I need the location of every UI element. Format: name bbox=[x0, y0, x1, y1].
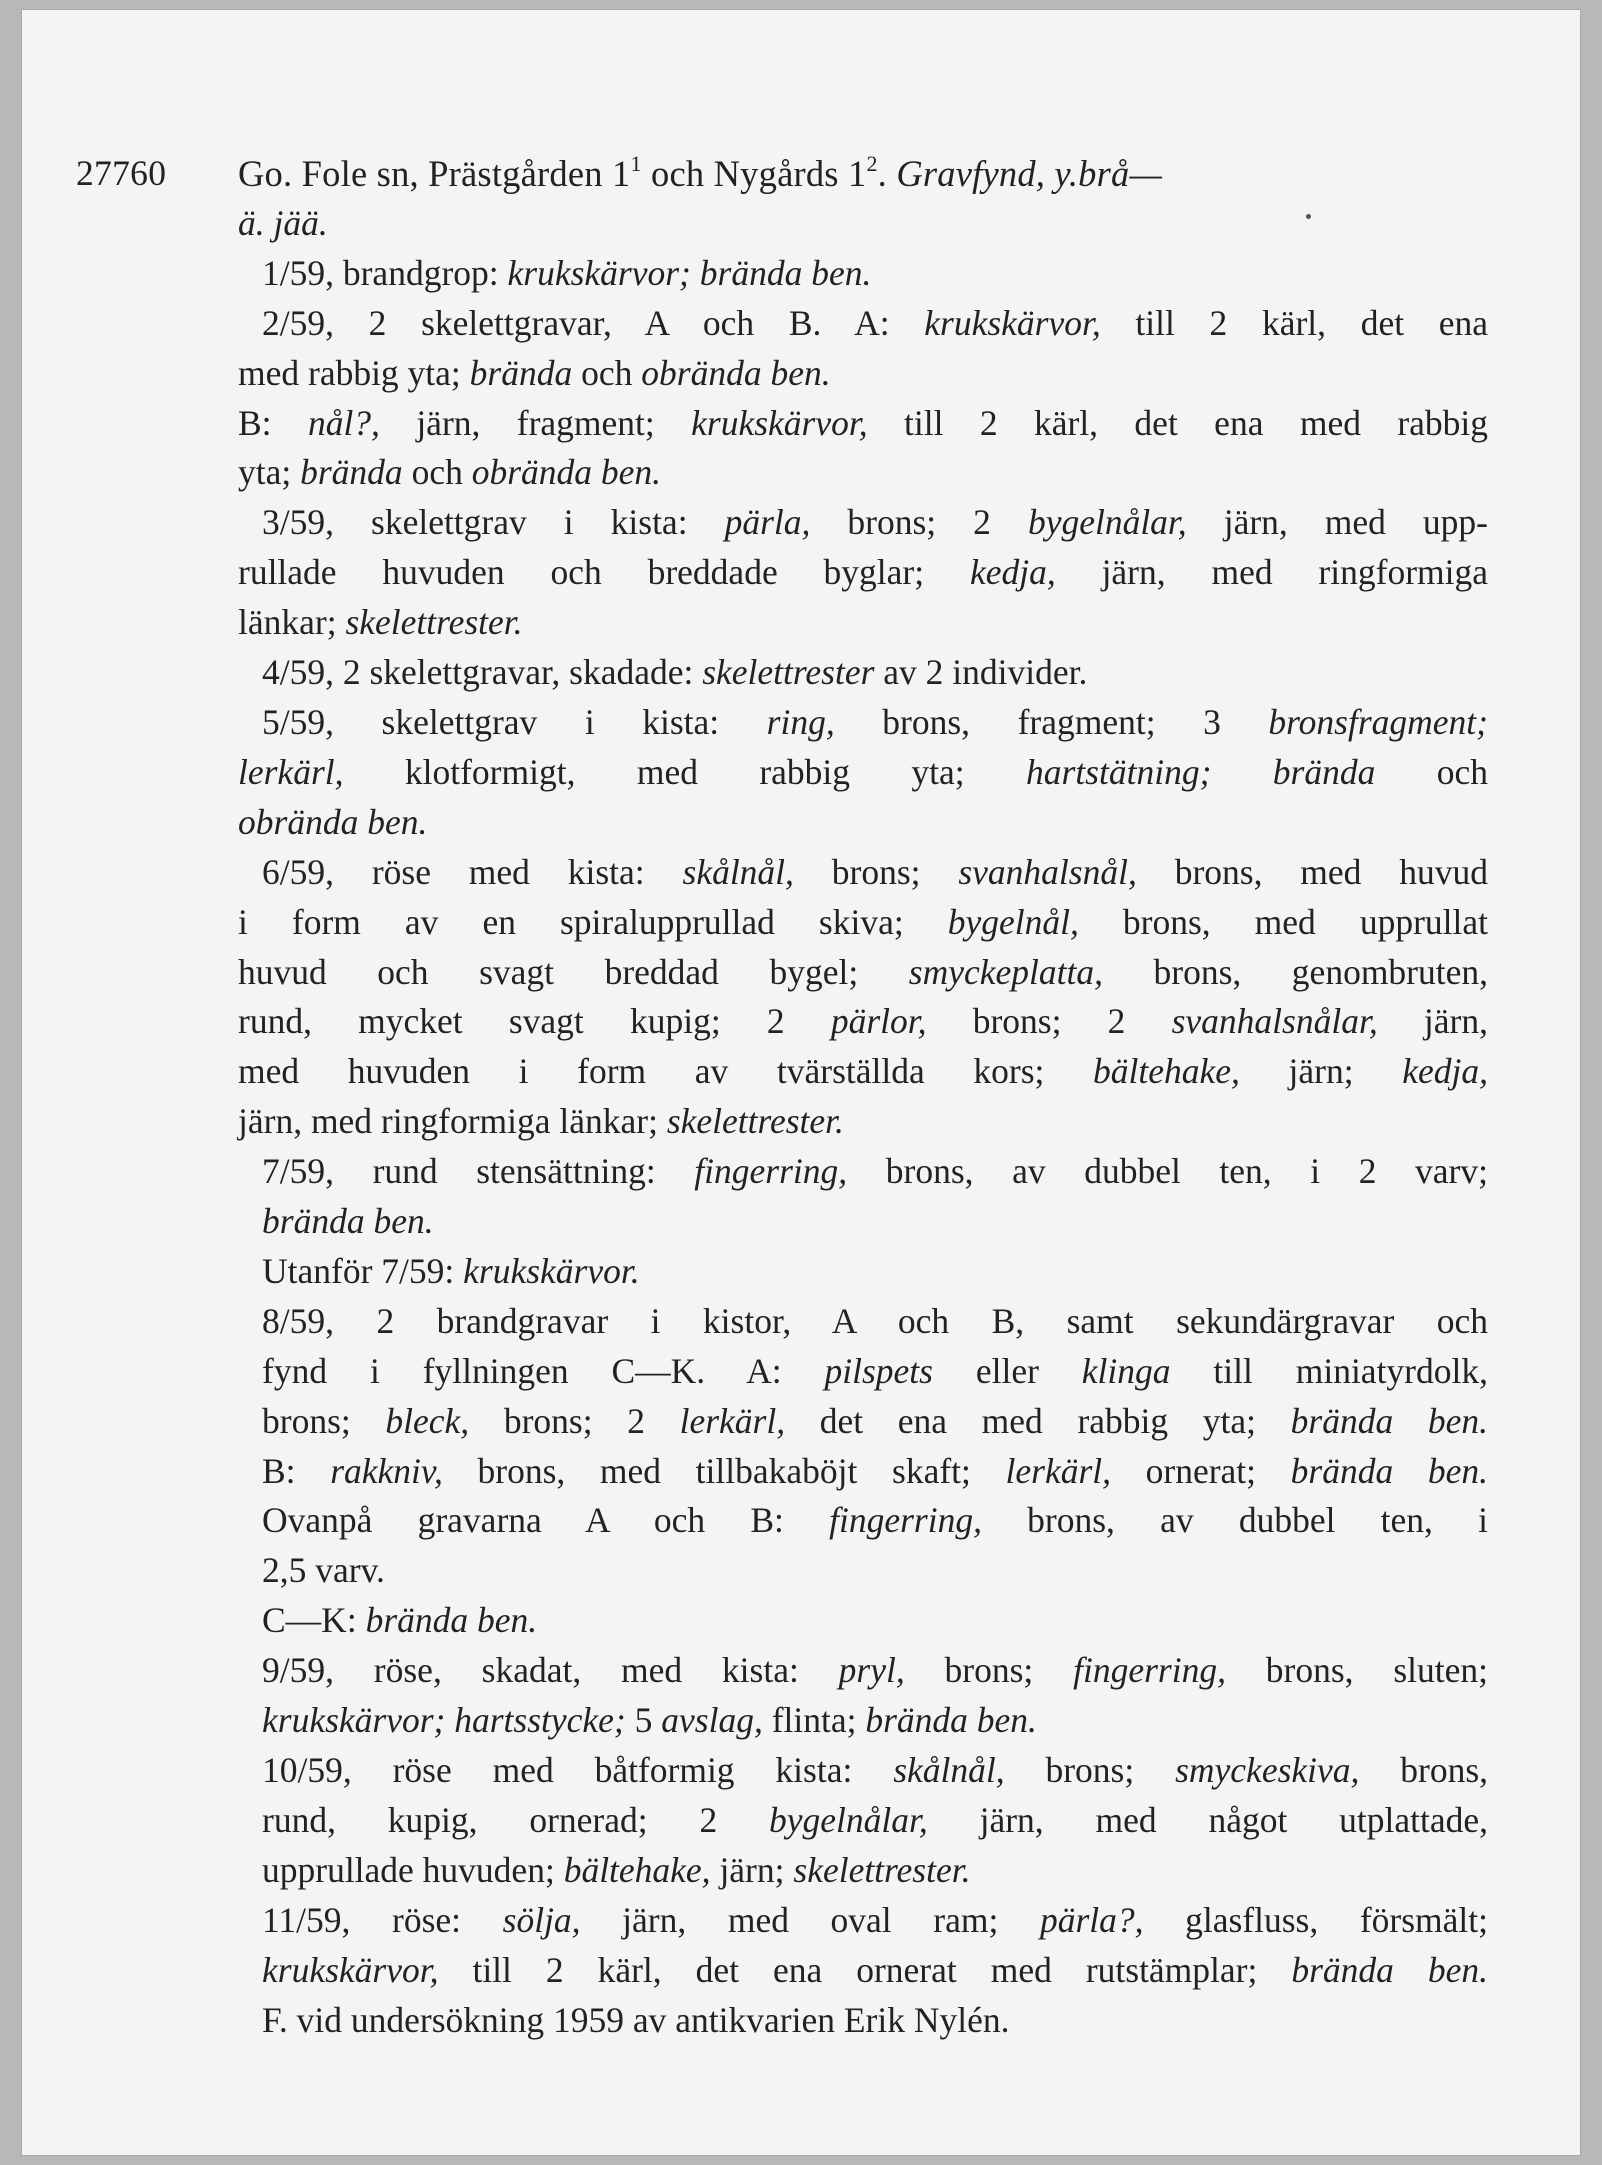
text-run: rund, kupig, ornerad; 2 bbox=[262, 1799, 770, 1840]
text-line bbox=[238, 448, 1488, 498]
find-term: skelettrester. bbox=[345, 602, 523, 643]
text-line bbox=[238, 548, 1488, 598]
heading-sup-1: 1 bbox=[630, 150, 642, 176]
find-term: brända bbox=[300, 452, 403, 493]
find-term: pärla, bbox=[724, 502, 811, 543]
text-run: 1/59, brandgrop: bbox=[262, 252, 508, 293]
text-line bbox=[262, 1197, 1488, 1247]
text-run: Utanför 7/59: bbox=[262, 1250, 464, 1291]
find-term: skelettrester bbox=[702, 652, 875, 693]
find-term: bygelnålar, bbox=[1027, 502, 1187, 543]
text-run: till 2 kärl, det ena ornerat med rutstämplar; bbox=[438, 1949, 1292, 1990]
text-run: brons, av dubbel ten, i 2 varv; bbox=[847, 1151, 1488, 1192]
heading-period: ä. jää. bbox=[238, 202, 328, 243]
find-term: obrända ben. bbox=[471, 452, 662, 493]
text-line bbox=[238, 798, 1488, 848]
text-line bbox=[262, 1896, 1488, 1946]
text-run: med huvuden i form av tvärställda kors; bbox=[238, 1051, 1094, 1092]
find-term: brända ben. bbox=[1290, 1450, 1489, 1491]
text-line bbox=[262, 1147, 1488, 1197]
text-line bbox=[262, 498, 1488, 548]
text-line bbox=[262, 1297, 1488, 1347]
text-run: Ovanpå gravarna A och B: bbox=[262, 1500, 830, 1541]
text-run: brons; bbox=[793, 851, 959, 892]
text-run: och bbox=[402, 452, 472, 493]
text-line bbox=[262, 1496, 1488, 1546]
find-term: krukskärvor; hartsstycke; bbox=[262, 1700, 626, 1741]
entry-text bbox=[238, 149, 1488, 2045]
find-term: klinga bbox=[1081, 1350, 1171, 1391]
text-run: glasfluss, försmält; bbox=[1143, 1899, 1488, 1940]
text-line bbox=[262, 1646, 1488, 1696]
text-line bbox=[262, 848, 1488, 898]
find-term: bältehake, bbox=[563, 1849, 711, 1890]
text-run: brons; bbox=[904, 1650, 1074, 1691]
text-run: brons, bbox=[1359, 1750, 1489, 1790]
find-term: rakkniv, bbox=[330, 1450, 443, 1491]
text-run: i form av en spiralupprullad skiva; bbox=[238, 901, 948, 942]
stray-mark bbox=[1306, 214, 1311, 219]
text-run: C—K: bbox=[262, 1600, 366, 1641]
text-line bbox=[238, 948, 1488, 998]
find-term: sölja, bbox=[502, 1899, 581, 1940]
text-run: brons, fragment; 3 bbox=[834, 701, 1269, 742]
text-run: till miniatyrdolk, bbox=[1170, 1350, 1488, 1391]
catalog-card bbox=[22, 10, 1580, 2155]
find-term: bältehake, bbox=[1093, 1051, 1240, 1092]
text-line bbox=[238, 898, 1488, 948]
text-run: och bbox=[572, 352, 642, 393]
text-run: rullade huvuden och breddade byglar; bbox=[238, 552, 970, 593]
find-term: nål?, bbox=[307, 402, 380, 443]
find-term: krukskärvor, bbox=[924, 302, 1101, 343]
text-run: till 2 kärl, det ena bbox=[1100, 302, 1488, 343]
find-term: pärlor, bbox=[830, 1001, 927, 1042]
find-term: krukskärvor, bbox=[262, 1949, 439, 1990]
text-line bbox=[262, 1746, 1488, 1796]
text-run: järn, med upp- bbox=[1186, 502, 1488, 543]
heading-category: Gravfynd, y.brå— bbox=[896, 153, 1163, 194]
find-term: skålnål, bbox=[893, 1750, 1005, 1790]
text-run: brons; 2 bbox=[926, 1001, 1172, 1042]
text-run bbox=[1211, 752, 1272, 792]
text-run: rund, mycket svagt kupig; 2 bbox=[238, 1001, 831, 1042]
find-term: kedja, bbox=[969, 552, 1056, 593]
heading-mid: och Nygårds 1 bbox=[641, 153, 867, 194]
find-term: pryl, bbox=[838, 1650, 905, 1691]
text-line bbox=[262, 1347, 1488, 1397]
text-run: klotformigt, med rabbig yta; bbox=[343, 751, 1026, 792]
find-term: pilspets bbox=[824, 1350, 933, 1391]
find-term: hartstätning; bbox=[1026, 751, 1212, 792]
accession-number: 27760 bbox=[76, 153, 167, 193]
find-term: smyckeplatta, bbox=[908, 951, 1103, 992]
text-run: järn; bbox=[710, 1849, 794, 1890]
text-line bbox=[262, 1846, 1488, 1896]
text-run: brons, sluten; bbox=[1225, 1650, 1488, 1691]
text-run: F. vid undersökning 1959 av antikvarien Erik Nylén. bbox=[262, 1999, 1010, 2040]
find-term: brända ben. bbox=[262, 1201, 434, 1242]
text-line bbox=[238, 1047, 1488, 1097]
text-run: 2/59, 2 skelettgravar, A och B. A: bbox=[262, 302, 925, 343]
text-run: ornerat; bbox=[1111, 1450, 1291, 1491]
text-line bbox=[262, 1796, 1488, 1846]
text-line bbox=[238, 748, 1488, 798]
text-run: brons, med huvud bbox=[1136, 851, 1488, 892]
find-term: bronsfragment; bbox=[1268, 701, 1488, 742]
text-line bbox=[262, 299, 1488, 349]
find-term: kedja, bbox=[1402, 1051, 1488, 1092]
text-run: av 2 individer. bbox=[874, 652, 1088, 693]
text-run: huvud och svagt breddad bygel; bbox=[238, 951, 909, 992]
text-run: brons, med tillbakaböjt skaft; bbox=[442, 1450, 1006, 1491]
find-term: skålnål, bbox=[682, 851, 794, 892]
heading-category-cont bbox=[238, 199, 1488, 249]
text-line bbox=[262, 1596, 1488, 1646]
heading-title: Go. Fole sn, Prästgården 1 bbox=[238, 153, 631, 194]
text-line bbox=[262, 1996, 1488, 2046]
text-line bbox=[238, 997, 1488, 1047]
text-line bbox=[262, 698, 1488, 748]
find-term: bygelnålar, bbox=[769, 1799, 928, 1840]
heading-sup-2: 2 bbox=[866, 150, 878, 176]
text-run: järn, med något utplattade, bbox=[927, 1799, 1488, 1840]
find-term: fingerring, bbox=[829, 1500, 982, 1541]
text-run: 9/59, röse, skadat, med kista: bbox=[262, 1650, 839, 1691]
heading-dot: . bbox=[877, 153, 897, 194]
text-run: upprullade huvuden; bbox=[262, 1849, 564, 1890]
text-run: länkar; bbox=[238, 602, 346, 643]
text-run: fynd i fyllningen C—K. A: bbox=[262, 1350, 825, 1391]
text-line bbox=[262, 1397, 1488, 1447]
text-run: det ena med rabbig yta; bbox=[785, 1400, 1291, 1441]
find-term: ring, bbox=[766, 701, 835, 742]
text-run: järn, bbox=[1377, 1001, 1488, 1042]
find-term: pärla?, bbox=[1039, 1899, 1144, 1940]
text-run: brons, med upprullat bbox=[1078, 901, 1488, 942]
find-term: skelettrester. bbox=[793, 1849, 971, 1890]
entry-heading bbox=[238, 149, 1488, 199]
find-term: brända bbox=[469, 352, 573, 393]
text-line bbox=[262, 1447, 1488, 1497]
text-run: med rabbig yta; bbox=[238, 352, 470, 393]
text-run: brons, av dubbel ten, i bbox=[981, 1500, 1488, 1541]
text-run: 3/59, skelettgrav i kista: bbox=[262, 502, 725, 543]
find-term: fingerring, bbox=[694, 1151, 848, 1192]
text-run: 4/59, 2 skelettgravar, skadade: bbox=[262, 652, 703, 693]
find-term: krukskärvor. bbox=[463, 1250, 640, 1291]
text-run: järn, med ringformiga länkar; bbox=[238, 1101, 667, 1142]
find-term: smyckeskiva, bbox=[1175, 1750, 1360, 1790]
find-term: avslag, bbox=[661, 1700, 763, 1741]
text-line bbox=[262, 1247, 1488, 1297]
find-term: obrända ben. bbox=[238, 801, 428, 842]
text-run: 7/59, rund stensättning: bbox=[262, 1151, 695, 1192]
find-term: lerkärl, bbox=[1005, 1450, 1112, 1491]
find-term: bleck, bbox=[385, 1400, 470, 1441]
text-line bbox=[262, 1946, 1488, 1996]
find-term: krukskärvor, bbox=[691, 402, 868, 443]
text-run: 10/59, röse med båtformig kista: bbox=[262, 1750, 894, 1790]
text-run: 8/59, 2 brandgravar i kistor, A och B, samt sekundärgravar och bbox=[262, 1300, 1488, 1341]
find-term: lerkärl, bbox=[679, 1400, 786, 1441]
find-term: fingerring, bbox=[1073, 1650, 1226, 1691]
text-line bbox=[262, 249, 1488, 299]
text-run: 11/59, röse: bbox=[262, 1899, 503, 1940]
text-line bbox=[262, 648, 1488, 698]
text-run: flinta; bbox=[762, 1700, 866, 1741]
find-term: svanhalsnål, bbox=[958, 851, 1137, 892]
find-term: lerkärl, bbox=[238, 751, 344, 792]
find-term: brända ben. bbox=[865, 1700, 1037, 1741]
find-term: obrända ben. bbox=[641, 352, 831, 393]
text-run: B: bbox=[262, 1450, 331, 1491]
catalog-entry bbox=[22, 10, 1580, 2155]
find-term: skelettrester. bbox=[666, 1101, 844, 1142]
find-term: bygelnål, bbox=[947, 901, 1079, 942]
text-run: 2,5 varv. bbox=[262, 1550, 385, 1591]
text-run: yta; bbox=[238, 452, 301, 493]
text-run: brons; 2 bbox=[469, 1400, 680, 1441]
text-run: brons; 2 bbox=[810, 502, 1028, 543]
text-line bbox=[262, 1546, 1488, 1596]
text-run: järn, fragment; bbox=[379, 402, 692, 443]
text-run: brons, genombruten, bbox=[1102, 951, 1488, 992]
text-line bbox=[238, 598, 1488, 648]
text-run: 5 bbox=[625, 1700, 662, 1741]
text-run: och bbox=[1375, 751, 1488, 792]
text-run: brons; bbox=[262, 1400, 386, 1441]
text-run: brons; bbox=[1004, 1750, 1176, 1790]
text-run: 6/59, röse med kista: bbox=[262, 851, 683, 892]
text-line bbox=[262, 1696, 1488, 1746]
find-term: brända ben. bbox=[1291, 1949, 1488, 1990]
text-run: järn, med oval ram; bbox=[580, 1899, 1040, 1940]
text-run: 5/59, skelettgrav i kista: bbox=[262, 701, 767, 742]
text-run: järn, med ringformiga bbox=[1055, 552, 1488, 593]
find-term: svanhalsnålar, bbox=[1171, 1001, 1378, 1042]
find-term: krukskärvor; brända ben. bbox=[507, 252, 872, 293]
text-run: till 2 kärl, det ena med rabbig bbox=[867, 402, 1489, 443]
text-line bbox=[238, 399, 1488, 449]
find-term: brända bbox=[1272, 751, 1376, 792]
text-run: B: bbox=[238, 402, 308, 443]
text-run: eller bbox=[932, 1350, 1082, 1391]
text-run: järn; bbox=[1239, 1051, 1403, 1092]
text-line bbox=[238, 1097, 1488, 1147]
find-term: brända ben. bbox=[1290, 1400, 1488, 1441]
text-line bbox=[238, 349, 1488, 399]
find-term: brända ben. bbox=[365, 1600, 538, 1641]
